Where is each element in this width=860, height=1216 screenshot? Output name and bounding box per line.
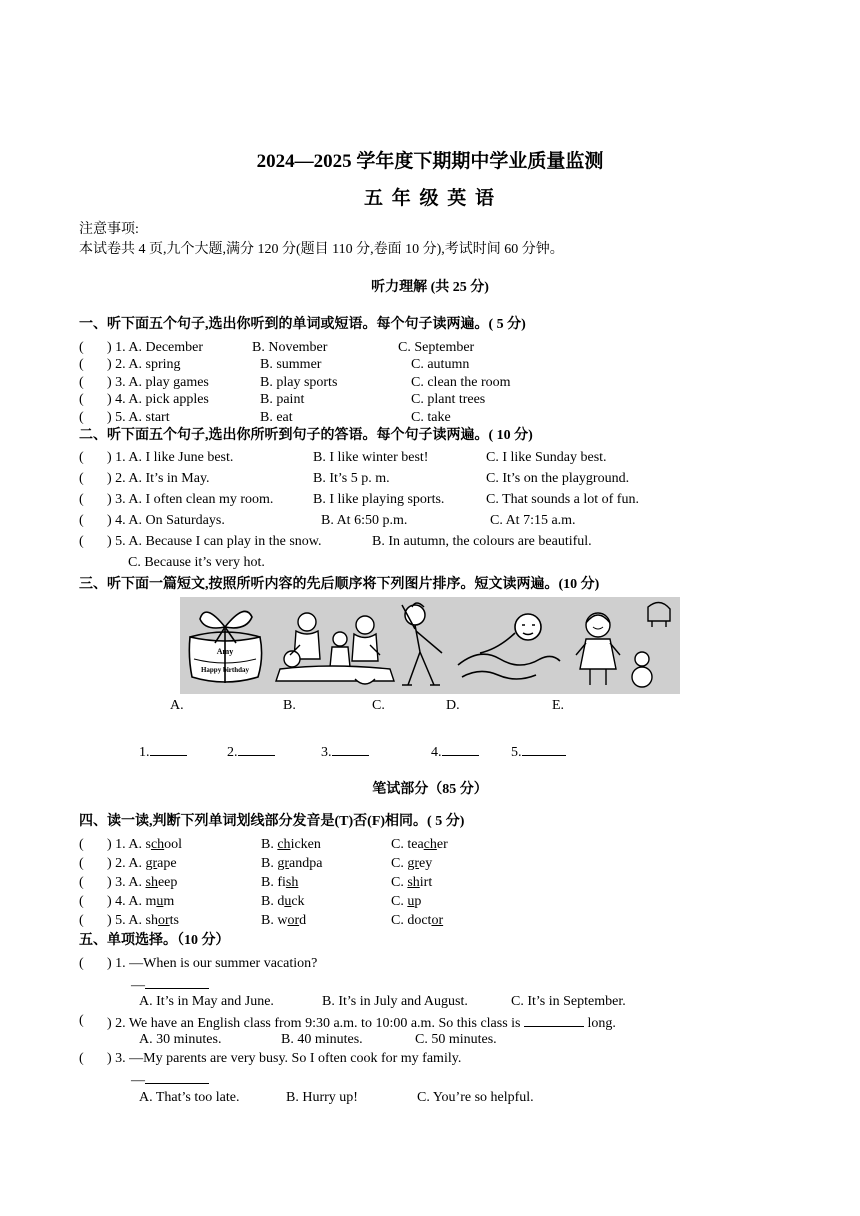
question-option-c: C. autumn [411, 357, 470, 372]
answer-blank[interactable] [332, 743, 369, 756]
answer-blank[interactable] [524, 1014, 584, 1027]
phonics-option-c: C. up [391, 894, 422, 909]
answer-paren[interactable]: ( [79, 534, 84, 549]
question-option-a: ) 5. A. start [107, 410, 170, 425]
question-option-a: ) 1. A. I like June best. [107, 450, 234, 465]
answer-paren[interactable]: ( [79, 513, 84, 528]
answer-paren[interactable]: ( [79, 471, 84, 486]
answer-paren[interactable]: ( [79, 956, 84, 971]
phonics-option-b: B. word [261, 913, 307, 928]
answer-paren[interactable]: ( [79, 410, 84, 425]
question-option-b: B. play sports [260, 375, 338, 390]
question-option-a: ) 1. A. December [107, 340, 204, 355]
mc-option-c: C. You’re so helpful. [417, 1090, 534, 1105]
mc-question-2: ) 2. We have an English class from 9:30 a.m. to 10:00 a.m. So this class is long. [107, 1016, 616, 1031]
order-answer-5[interactable] [511, 743, 566, 760]
exam-title: 2024—2025 学年度下期期中学业质量监测 [256, 151, 604, 172]
answer-paren[interactable]: ( [79, 492, 84, 507]
question-option-b: B. At 6:50 p.m. [321, 513, 408, 528]
notes-text: 本试卷共 4 页,九个大题,满分 120 分(题目 110 分,卷面 10 分),考试时间 60 分钟。 [79, 242, 564, 257]
answer-paren[interactable]: ( [79, 837, 84, 852]
answer-paren[interactable]: ( [79, 340, 84, 355]
answer-paren[interactable]: ( [79, 392, 84, 407]
written-heading: 笔试部分（85 分） [372, 782, 488, 797]
phonics-option-a: ) 2. A. grape [107, 856, 177, 871]
phonics-option-c: C. grey [391, 856, 433, 871]
mc-option-b: B. 40 minutes. [281, 1032, 363, 1047]
question-option-a: ) 3. A. play games [107, 375, 209, 390]
phonics-option-b: B. chicken [261, 837, 321, 852]
question-option-b: B. In autumn, the colours are beautiful. [372, 534, 592, 549]
answer-blank[interactable] [442, 743, 479, 756]
question-option-c: C. At 7:15 a.m. [490, 513, 576, 528]
mc-option-b: B. It’s in July and August. [322, 994, 468, 1009]
mc-option-c: C. 50 minutes. [415, 1032, 497, 1047]
phonics-option-a: ) 5. A. shorts [107, 913, 179, 928]
mc-reply-line-1[interactable]: — [131, 976, 209, 993]
question-option-c: C. That sounds a lot of fun. [486, 492, 639, 507]
question-option-a: ) 3. A. I often clean my room. [107, 492, 274, 507]
part1-title: 一、听下面五个句子,选出你听到的单词或短语。每个句子读两遍。( 5 分) [79, 317, 526, 332]
question-option-b: B. It’s 5 p. m. [313, 471, 390, 486]
answer-paren[interactable]: ( [79, 1013, 84, 1028]
cake-name-text: Amy [216, 647, 234, 656]
answer-paren[interactable]: ( [79, 875, 84, 890]
order-number: 4. [431, 745, 442, 760]
mc-option-c: C. It’s in September. [511, 994, 626, 1009]
question-option-a: ) 5. A. Because I can play in the snow. [107, 534, 322, 549]
answer-blank[interactable] [238, 743, 275, 756]
order-number: 5. [511, 745, 522, 760]
answer-blank[interactable] [150, 743, 187, 756]
listening-pictures [180, 597, 680, 694]
answer-paren[interactable]: ( [79, 894, 84, 909]
part4-title: 四、读一读,判断下列单词划线部分发音是(T)否(F)相同。( 5 分) [79, 814, 465, 829]
mc-option-b: B. Hurry up! [286, 1090, 358, 1105]
mc-question-1: ) 1. —When is our summer vacation? [107, 956, 318, 971]
phonics-option-b: B. fish [261, 875, 299, 890]
phonics-option-a: ) 1. A. school [107, 837, 183, 852]
listening-heading: 听力理解 (共 25 分) [371, 280, 489, 295]
part5-title: 五、单项选择。（10 分） [79, 933, 230, 948]
answer-paren[interactable]: ( [79, 375, 84, 390]
question-option-c: C. September [398, 340, 475, 355]
mc-option-a: A. 30 minutes. [139, 1032, 222, 1047]
answer-paren[interactable]: ( [79, 913, 84, 928]
question-option-c: C. Because it’s very hot. [128, 555, 265, 570]
question-option-b: B. November [252, 340, 328, 355]
question-option-a: ) 4. A. pick apples [107, 392, 209, 407]
notes-label: 注意事项: [79, 222, 139, 237]
picture-label-c: C. [372, 698, 385, 713]
order-number: 1. [139, 745, 150, 760]
mc-question-3: ) 3. —My parents are very busy. So I often cook for my family. [107, 1051, 462, 1066]
mc-reply-line-3[interactable]: — [131, 1071, 209, 1088]
question-option-c: C. clean the room [411, 375, 511, 390]
question-option-b: B. I like playing sports. [313, 492, 445, 507]
cake-greeting-text: Happy birthday [200, 666, 250, 674]
phonics-option-c: C. shirt [391, 875, 433, 890]
phonics-option-b: B. grandpa [261, 856, 323, 871]
question-option-b: B. I like winter best! [313, 450, 429, 465]
picture-label-d: D. [446, 698, 460, 713]
mc-option-a: A. That’s too late. [139, 1090, 240, 1105]
order-answer-4[interactable] [431, 743, 479, 760]
question-option-c: C. take [411, 410, 451, 425]
question-option-a: ) 2. A. It’s in May. [107, 471, 210, 486]
order-answer-1[interactable] [139, 743, 187, 760]
picture-label-b: B. [283, 698, 296, 713]
phonics-option-b: B. duck [261, 894, 305, 909]
question-option-c: C. plant trees [411, 392, 486, 407]
mc-option-a: A. It’s in May and June. [139, 994, 274, 1009]
picture-b-family-picnic [276, 613, 394, 684]
answer-paren[interactable]: ( [79, 450, 84, 465]
order-answer-2[interactable] [227, 743, 275, 760]
answer-paren[interactable]: ( [79, 1051, 84, 1066]
question-option-c: C. It’s on the playground. [486, 471, 630, 486]
phonics-option-c: C. doctor [391, 913, 444, 928]
answer-blank[interactable] [522, 743, 566, 756]
order-number: 2. [227, 745, 238, 760]
pictures-svg [180, 597, 680, 694]
answer-paren[interactable]: ( [79, 856, 84, 871]
order-answer-3[interactable] [321, 743, 369, 760]
phonics-option-a: ) 3. A. sheep [107, 875, 178, 890]
question-option-b: B. paint [260, 392, 305, 407]
picture-label-a: A. [170, 698, 184, 713]
question-option-b: B. summer [260, 357, 322, 372]
answer-paren[interactable]: ( [79, 357, 84, 372]
phonics-option-c: C. teacher [391, 837, 448, 852]
order-number: 3. [321, 745, 332, 760]
question-option-a: ) 4. A. On Saturdays. [107, 513, 225, 528]
question-option-a: ) 2. A. spring [107, 357, 181, 372]
question-option-c: C. I like Sunday best. [486, 450, 607, 465]
question-option-b: B. eat [260, 410, 293, 425]
picture-c-girl-stretching [402, 603, 442, 685]
picture-e-girl-snowman [576, 602, 670, 687]
picture-label-e: E. [552, 698, 565, 713]
picture-d-swimming [458, 614, 560, 679]
exam-subtitle: 五 年 级 英 语 [363, 188, 496, 209]
phonics-option-a: ) 4. A. mum [107, 894, 175, 909]
part2-title: 二、听下面五个句子,选出你所听到句子的答语。每个句子读两遍。( 10 分) [79, 428, 533, 443]
part3-title: 三、听下面一篇短文,按照所听内容的先后顺序将下列图片排序。短文读两遍。(10 分) [79, 577, 600, 592]
